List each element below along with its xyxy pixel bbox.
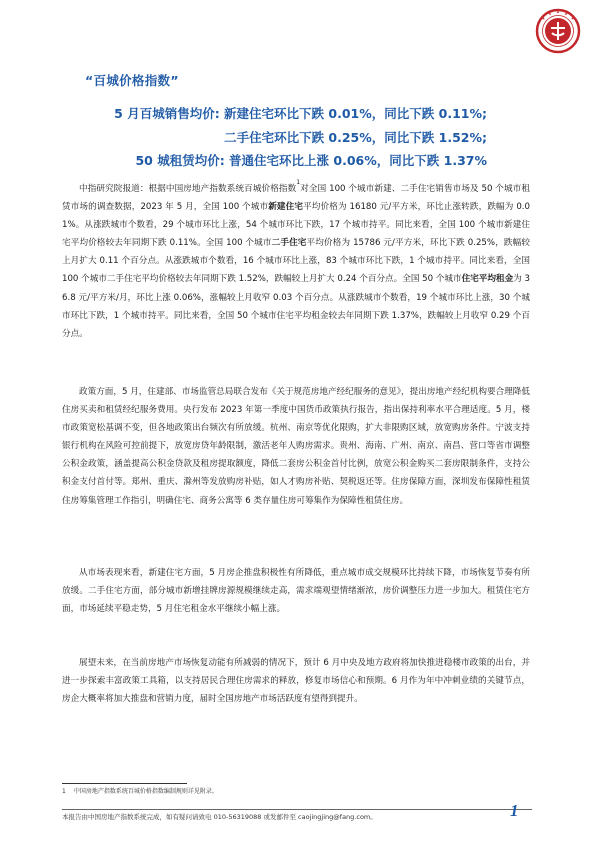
company-logo (535, 8, 581, 54)
text-run: 平均价格为 16180 元/平方米，环比止涨转跌，跌幅为 0.01%。从涨跌城市个数看，29 个城市环比上涨，54 个城市环比下跌，17 个城市持平。同比来看，全国 100 个城市新建住宅平均价格较去年同期下跌 0.11%。全国 100 个城市 (62, 202, 530, 249)
footnote (62, 786, 218, 795)
page-number: 1 (510, 801, 519, 820)
paragraph-outlook-text: 展望未来，在当前房地产市场恢复动能有所减弱的情况下，预计 6 月中央及地方政府将加快推进稳楼市政策的出台，并进一步探索丰富政策工具箱，以支持居民合理住房需求的释放，修复市场信心和预期。6 月作为年中冲刺业绩的关键节点，房企大概率将加大推盘和营销力度，届时全国房地产市场活跃度有望得到提升。 (62, 658, 530, 705)
text-run: 平均价格为 15786 元/平方米，环比下跌 0.25%，跌幅较上月扩大 0.11 个百分点。从涨跌城市个数看，16 个城市环比上涨，83 个城市环比下跌，1 个城市持平。同比来看，全国 100 个城市二手住宅平均价格较去年同期下跌 1.52%，跌幅较上月扩大 0.24 个百分点。全国 50 个城市 (62, 238, 530, 285)
paragraph-market-text: 从市场表现来看，新建住宅方面，5 月房企推盘积极性有所降低，重点城市成交规模环比持续下降，市场恢复节奏有所放缓。二手住宅方面，部分城市新增挂牌房源规模继续走高，需求端观望情绪渐浓，房价调整压力进一步加大。租赁住宅方面，市场延续平稳走势，5 月住宅租金水平继续小幅上涨。 (62, 568, 530, 615)
text-run: 中指研究院报道：根据中国房地产指数系统百城价格指数 (79, 184, 297, 194)
paragraph-market (62, 564, 530, 618)
section-title: “百城价格指数” (85, 73, 179, 88)
paragraph-policy-text: 政策方面，5 月，住建部、市场监管总局联合发布《关于规范房地产经纪服务的意见》，提出房地产经纪机构要合理降低住房买卖和租赁经纪服务费用。央行发布 2023 年第一季度中国货币政策执行报告，指出保持利率水平合理适度。5 月，楼市政策宽松基调不变，但各地政策出台频次有所放缓。杭州、南京等优化限购，扩大非限购区域，放宽购房条件。宁波支持银行机构在风险可控前提下，放宽房贷年龄限制，激活老年人购房需求。贵州、海南、广州、南京、南昌、营口等省市调整公积金政策，涵盖提高公积金贷款及租房提取额度，降低二套房公积金首付比例，放宽公积金购买二套房限制条件，支持公积金支付首付等。郑州、重庆、滁州等发放购房补贴，如人才购房补贴、契税返还等。住房保障方面，深圳发布保障性租赁住房筹集管理工作指引，明确住宅、商务公寓等 6 类存量住房可筹集作为保障性租赁住房。 (62, 387, 530, 506)
emphasis-second-hand: 二手住宅 (271, 238, 307, 249)
footnote-ref[interactable]: 1 (296, 179, 301, 186)
footnote-text: 中国房地产指数系统百城价格指数编制规则详见附录。 (73, 788, 218, 795)
text-run: 为 36.8 元/平方米/月，环比上涨 0.06%，涨幅较上月收窄 0.03 个百分点。从涨跌城市个数看，19 个城市环比上涨，30 个城市环比下跌，1 个城市持平。同比来看，全国 50 个城市住宅平均租金较去年同期下跌 1.37%，跌幅较上月收窄 0.29 个百分点。 (62, 274, 530, 339)
paragraph-outlook (62, 654, 530, 708)
text-run: 对全国 100 个城市新建、二手住宅销售市场及 50 个城市租赁市场的调查数据，2023 年 5 月，全国 100 个城市 (62, 184, 530, 213)
footer-text: 本报告由中国房地产指数系统完成，如有疑问请致电 010-56319088 或发邮件至 caojingjing@fang.com。 (62, 813, 377, 821)
headline-rent: 50 城租赁均价: 普通住宅环比上涨 0.06%，同比下跌 1.37% (135, 153, 487, 168)
emphasis-new-housing: 新建住宅 (268, 202, 304, 213)
paragraph-overview (62, 180, 530, 343)
headline-sales-new: 5 月百城销售均价: 新建住宅环比下跌 0.01%，同比下跌 0.11%; (114, 106, 487, 121)
footer-divider (62, 809, 532, 810)
paragraph-policy (62, 383, 530, 510)
emphasis-rent: 住宅平均租金 (461, 274, 514, 285)
footnote-divider (62, 783, 187, 784)
footnote-number: 1 (62, 788, 66, 795)
headline-sales-second-hand: 二手住宅环比下跌 0.25%，同比下跌 1.52%; (224, 130, 487, 145)
